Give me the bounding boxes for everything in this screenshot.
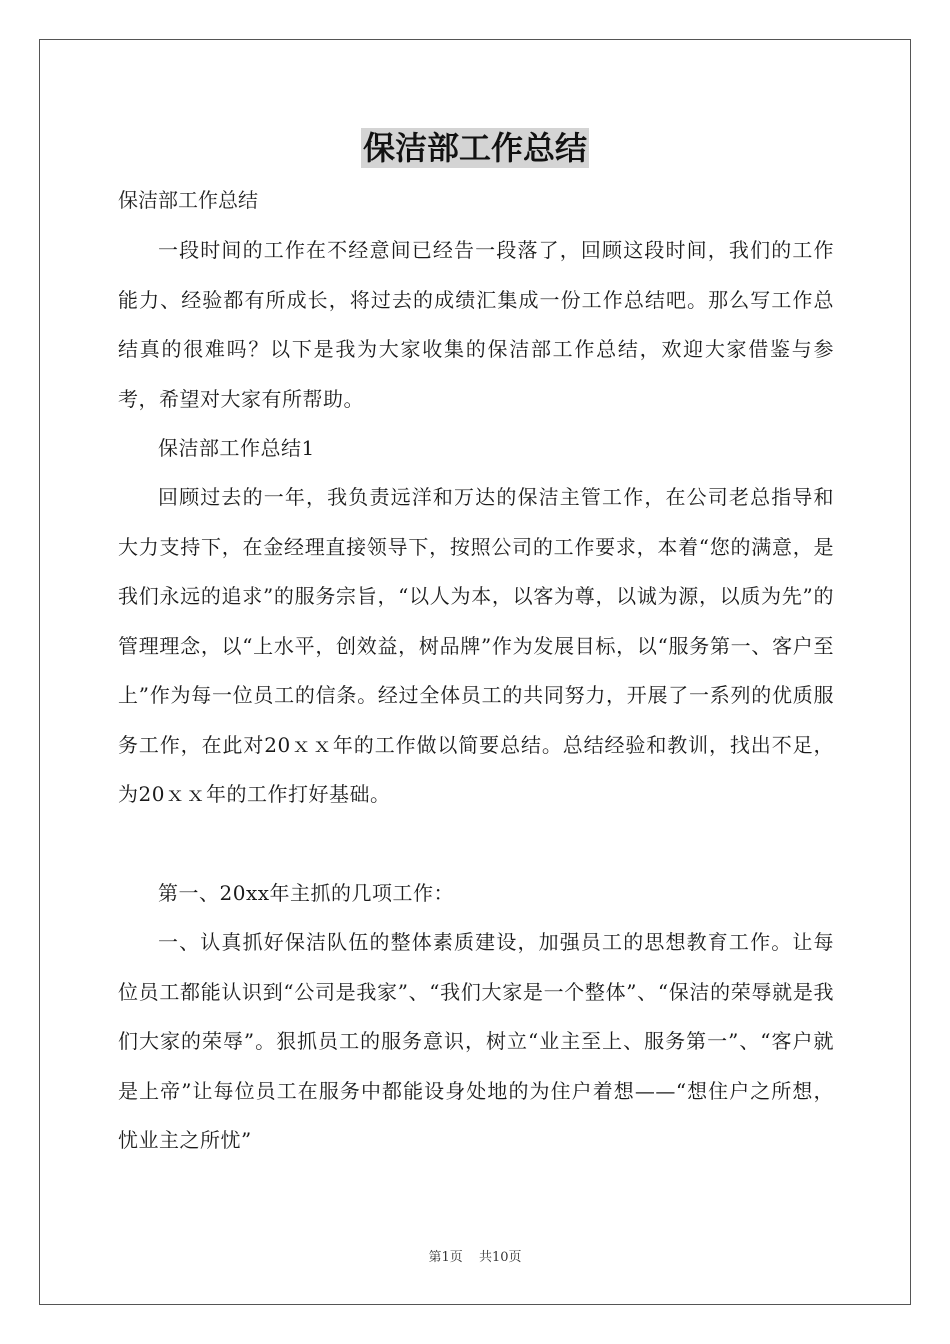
document-title: 保洁部工作总结 bbox=[362, 129, 587, 167]
paragraph-intro: 一段时间的工作在不经意间已经告一段落了，回顾这段时间，我们的工作能力、经验都有所成长，将过去的成绩汇集成一份工作总结吧。那么写工作总结真的很难吗？以下是我为大家收集的保洁部工作总结，欢迎大家借鉴与参考，希望对大家有所帮助。 bbox=[118, 238, 834, 411]
page-footer bbox=[0, 1246, 950, 1265]
title-container bbox=[0, 128, 950, 168]
page-number: 第1页 bbox=[428, 1250, 463, 1265]
paragraph-item-1: 一、认真抓好保洁队伍的整体素质建设，加强员工的思想教育工作。让每位员工都能认识到“公司是我家”、“我们大家是一个整体”、“保洁的荣辱就是我们大家的荣辱”。狠抓员工的服务意识，树立“业主至上、服务第一”、“客户就是上帝”让每位员工在服务中都能设身处地的为住户着想——“想住户之所想，忧业主之所忧” bbox=[118, 930, 834, 1152]
paragraph-heading-1: 保洁部工作总结1 bbox=[158, 436, 315, 460]
paragraph-section-1: 第一、20xx年主抓的几项工作： bbox=[158, 881, 455, 905]
page-total: 共10页 bbox=[478, 1250, 522, 1265]
document-subtitle: 保洁部工作总结 bbox=[118, 188, 258, 212]
paragraph-review: 回顾过去的一年，我负责远洋和万达的保洁主管工作，在公司老总指导和大力支持下，在金经理直接领导下，按照公司的工作要求，本着“您的满意，是我们永远的追求”的服务宗旨，“以人为本，以客为尊，以诚为源，以质为先”的管理理念，以“上水平，创效益，树品牌”作为发展目标，以“服务第一、客户至上”作为每一位员工的信条。经过全体员工的共同努力，开展了一系列的优质服务工作，在此对20ｘｘ年的工作做以简要总结。总结经验和教训，找出不足，为20ｘｘ年的工作打好基础。 bbox=[118, 485, 834, 806]
